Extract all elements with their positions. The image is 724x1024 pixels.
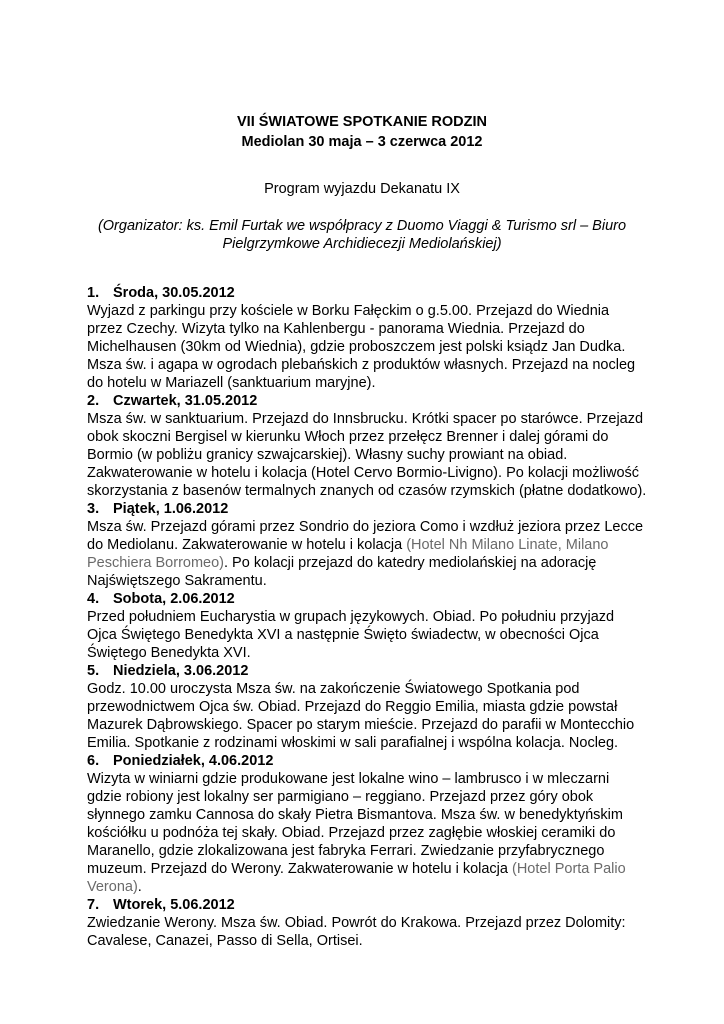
day-heading — [87, 662, 647, 680]
day-description — [87, 518, 647, 590]
day-text: Zwiedzanie Werony. Msza św. Obiad. Powrót do Krakowa. Przejazd przez Dolomity: Cavalese, Canazei, Passo di Sella, Ortisei. — [87, 915, 626, 949]
day-item — [87, 500, 647, 590]
day-text: Wizyta w winiarni gdzie produkowane jest lokalne wino – lambrusco i w mleczarni gdzie robiony jest lokalny ser parmigiano – reggiano. Przejazd przez góry obok słynnego zamku Cannosa do skały Pietra Bismantova. Msza św. w benedyktyńskim kościółku u podnóża tej skały. Obiad. Przejazd przez zagłębie włoskiej ceramiki do Maranello, gdzie zlokalizowana jest fabryka Ferrari. Zwiedzanie przyfabrycznego muzeum. Przejazd do Werony. Zakwaterowanie w hotelu i kolacja — [87, 771, 623, 877]
day-text: Wyjazd z parkingu przy kościele w Borku Fałęckim o g.5.00. Przejazd do Wiednia przez Czechy. Wizyta tylko na Kahlenbergu - panorama Wiednia. Przejazd do Michelhausen (30km od Wiednia), gdzie proboszczem jest polski ksiądz Jan Dudka. Msza św. i agapa w ogrodach plebańskich z produktów własnych. Przejazd na nocleg do hotelu w Mariazell (sanktuarium maryjne). — [87, 303, 636, 391]
day-text: Msza św. Przejazd górami przez Sondrio do jeziora Como i wzdłuż jeziora przez Lecce do Mediolanu. Zakwaterowanie w hotelu i kolacja — [87, 519, 644, 553]
day-title: Niedziela, 3.06.2012 — [113, 663, 249, 679]
itinerary — [87, 284, 647, 950]
day-title: Sobota, 2.06.2012 — [113, 591, 235, 607]
program-title: Program wyjazdu Dekanatu IX — [264, 181, 460, 197]
day-number: 4. — [87, 591, 100, 607]
day-text: Msza św. w sanktuarium. Przejazd do Innsbrucku. Krótki spacer po starówce. Przejazd obok skoczni Bergisel w kierunku Włoch przez przełęcz Brenner i dalej górami do Bormio (w pobliżu granicy szwajcarskiej). Własny suchy prowiant na obiad. Zakwaterowanie w hotelu i kolacja (Hotel Cervo Bormio-Livigno). Po kolacji możliwość skorzystania z basenów termalnych znanych od czasów rzymskich (płatne dodatkowo). — [87, 411, 647, 499]
day-item — [87, 752, 647, 896]
hotel-name: (Hotel Porta Palio Verona) — [87, 861, 626, 895]
event-dates: Mediolan 30 maja – 3 czerwca 2012 — [241, 134, 483, 150]
day-number: 2. — [87, 393, 100, 409]
day-title: Środa, 30.05.2012 — [113, 285, 235, 301]
day-number: 3. — [87, 501, 100, 517]
day-title: Piątek, 1.06.2012 — [113, 501, 229, 517]
day-description — [87, 608, 647, 662]
day-number: 7. — [87, 897, 100, 913]
day-item — [87, 284, 647, 392]
day-heading — [87, 284, 647, 302]
day-item — [87, 392, 647, 500]
day-description — [87, 914, 647, 950]
document-header — [0, 112, 724, 152]
day-title: Wtorek, 5.06.2012 — [113, 897, 235, 913]
day-text: Godz. 10.00 uroczysta Msza św. na zakończenie Światowego Spotkania pod przewodnictwem Ojca św. Obiad. Przejazd do Reggio Emilia, miasta gdzie powstał Mazurek Dąbrowskiego. Spacer po starym mieście. Przejazd do parafii w Montecchio Emilia. Spotkanie z rodzinami włoskimi w sali parafialnej i wspólna kolacja. Nocleg. — [87, 681, 635, 751]
day-description — [87, 680, 647, 752]
day-title: Poniedziałek, 4.06.2012 — [113, 753, 274, 769]
day-number: 5. — [87, 663, 100, 679]
day-heading — [87, 500, 647, 518]
day-title: Czwartek, 31.05.2012 — [113, 393, 258, 409]
day-text: Przed południem Eucharystia w grupach językowych. Obiad. Po południu przyjazd Ojca Świętego Benedykta XVI a następnie Święto świadectw, w obecności Ojca Świętego Benedykta XVI. — [87, 609, 615, 661]
organizer-note: (Organizator: ks. Emil Furtak we współpracy z Duomo Viaggi & Turismo srl – Biuro Pielgrzymkowe Archidiecezji Mediolańskiej) — [97, 218, 627, 252]
day-number: 1. — [87, 285, 100, 301]
day-heading — [87, 752, 647, 770]
day-item — [87, 590, 647, 662]
day-description — [87, 302, 647, 392]
day-description — [87, 770, 647, 896]
day-item — [87, 662, 647, 752]
day-heading — [87, 392, 647, 410]
day-heading — [87, 896, 647, 914]
day-text-after: . — [137, 879, 142, 895]
day-description — [87, 410, 647, 500]
event-title: VII ŚWIATOWE SPOTKANIE RODZIN — [237, 114, 487, 130]
day-text-after: . Po kolacji przejazd do katedry mediolańskiej na adorację Najświętszego Sakramentu. — [87, 555, 597, 589]
hotel-name: (Hotel Nh Milano Linate, Milano Peschiera Borromeo) — [87, 537, 609, 571]
day-heading — [87, 590, 647, 608]
day-number: 6. — [87, 753, 100, 769]
day-item — [87, 896, 647, 950]
